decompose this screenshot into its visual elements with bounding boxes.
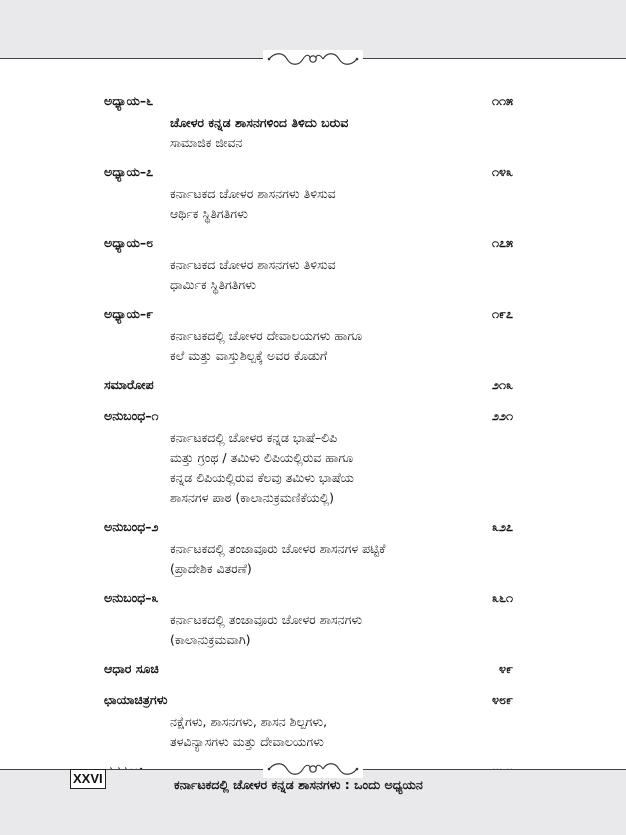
toc-entry [0, 588, 626, 650]
toc-entry-title: ಅಧ್ಯಾಯ–೯ [104, 306, 154, 321]
toc-entry-page: ೧೧೫ [491, 93, 513, 108]
flourish-ornament-icon [263, 50, 363, 68]
toc-entry-page: ೪೮೯ [491, 692, 513, 707]
toc-entry-page: ೧೯೭ [491, 306, 513, 321]
toc-entry-title: ಅಧ್ಯಾಯ–೭ [104, 164, 154, 179]
toc-entry-description: ಕರ್ನಾಟಕದಲ್ಲಿ ಚೋಳರ ಕನ್ನಡ ಭಾಷೆ–ಲಿಪಿ [170, 430, 338, 445]
toc-entry-title: ಅನುಬಂಧ–೩ [104, 590, 159, 605]
toc-entry [0, 375, 626, 397]
toc-entry-title: ಸಮಾರೋಪ [104, 377, 154, 392]
toc-entry-description: ಆರ್ಥಿಕ ಸ್ಥಿತಿಗತಿಗಳು [170, 206, 248, 221]
toc-entry-description: ಕನ್ನಡ ಲಿಪಿಯಲ್ಲಿರುವ ಕೆಲವು ತಮಿಳು ಭಾಷೆಯ [170, 470, 354, 485]
toc-entry-description: (ಪ್ರಾದೇಶಿಕ ವಿತರಣೆ) [170, 561, 252, 576]
toc-entry-page: ೧೪೩ [491, 164, 513, 179]
flourish-ornament-icon [263, 760, 363, 778]
toc-entry-page: ೩೬೧ [491, 590, 513, 605]
toc-entry-title: ಅಧ್ಯಾಯ–೬ [104, 93, 154, 108]
toc-entry-title: ಆಧಾರ ಸೂಚಿ [104, 661, 159, 676]
toc-entry [0, 406, 626, 508]
page-number: XXVI [70, 769, 106, 789]
toc-entry-description: ಮತ್ತು ಗ್ರಂಥ / ತಮಿಳು ಲಿಪಿಯಲ್ಲಿರುವ ಹಾಗೂ [170, 450, 354, 465]
toc-entry-description: ಕಲೆ ಮತ್ತು ವಾಸ್ತುಶಿಲ್ಪಕ್ಕೆ ಅವರ ಕೊಡುಗೆ [170, 348, 328, 363]
toc-entry-page: ೨೨೧ [491, 408, 513, 423]
toc-entry-description: ಕರ್ನಾಟಕದಲ್ಲಿ ತಂಜಾವೂರು ಚೋಳರ ಶಾಸನಗಳ ಪಟ್ಟಿಕೆ [170, 541, 386, 556]
toc-entry [0, 162, 626, 224]
toc-entry-description: ತಳವಿನ್ಯಾಸಗಳು ಮತ್ತು ದೇವಾಲಯಗಳು [170, 734, 324, 749]
toc-entry-description: ಕರ್ನಾಟಕದಲ್ಲಿ ಚೋಳರ ದೇವಾಲಯಗಳು ಹಾಗೂ [170, 328, 363, 343]
toc-entry-description: ಕರ್ನಾಟಕದಲ್ಲಿ ತಂಜಾವೂರು ಚೋಳರ ಶಾಸನಗಳು [170, 612, 363, 627]
toc-entry-description: ಕರ್ನಾಟಕದ ಚೋಳರ ಶಾಸನಗಳು ತಿಳಿಸುವ [170, 257, 336, 272]
toc-entry [0, 690, 626, 752]
toc-entry-title: ಅಧ್ಯಾಯ–೮ [104, 235, 154, 250]
table-of-contents [0, 91, 626, 792]
toc-entry-description: ಚೋಳರ ಕನ್ನಡ ಶಾಸನಗಳಿಂದ ತಿಳಿದು ಬರುವ [170, 115, 349, 130]
toc-entry-page: ೧೭೫ [491, 235, 513, 250]
toc-entry [0, 517, 626, 579]
toc-entry-page: ೨೧೩ [491, 377, 513, 392]
toc-entry-description: ನಕ್ಷೆಗಳು, ಶಾಸನಗಳು, ಶಾಸನ ಶಿಲ್ಪಗಳು, [170, 714, 328, 729]
toc-entry-page: ೪೯ [498, 661, 513, 676]
toc-entry-description: ಶಾಸನಗಳ ಪಾಠ (ಕಾಲಾನುಕ್ರಮಣಿಕೆಯಲ್ಲಿ) [170, 490, 335, 505]
toc-entry-description: ಸಾಮಾಜಿಕ ಜೀವನ [170, 135, 243, 150]
toc-entry-page: ೩೨೭ [491, 519, 513, 534]
toc-entry [0, 659, 626, 681]
toc-entry-title: ಛಾಯಾಚಿತ್ರಗಳು [104, 692, 168, 707]
toc-entry-description: ಕರ್ನಾಟಕದ ಚೋಳರ ಶಾಸನಗಳು ತಿಳಿಸುವ [170, 186, 336, 201]
toc-entry [0, 304, 626, 366]
toc-entry [0, 233, 626, 295]
toc-entry [0, 91, 626, 153]
toc-entry-description: ಧಾರ್ಮಿಕ ಸ್ಥಿತಿಗತಿಗಳು [170, 277, 256, 292]
running-footer-title: ಕರ್ನಾಟಕದಲ್ಲಿ ಚೋಳರ ಕನ್ನಡ ಶಾಸನಗಳು : ಒಂದು ಅಧ್ಯಯನ [174, 777, 423, 792]
toc-entry-title: ಅನುಬಂಧ–೨ [104, 519, 159, 534]
toc-entry-title: ಅನುಬಂಧ–೧ [104, 408, 159, 423]
toc-entry-description: (ಕಾಲಾನುಕ್ರಮವಾಗಿ) [170, 632, 251, 647]
